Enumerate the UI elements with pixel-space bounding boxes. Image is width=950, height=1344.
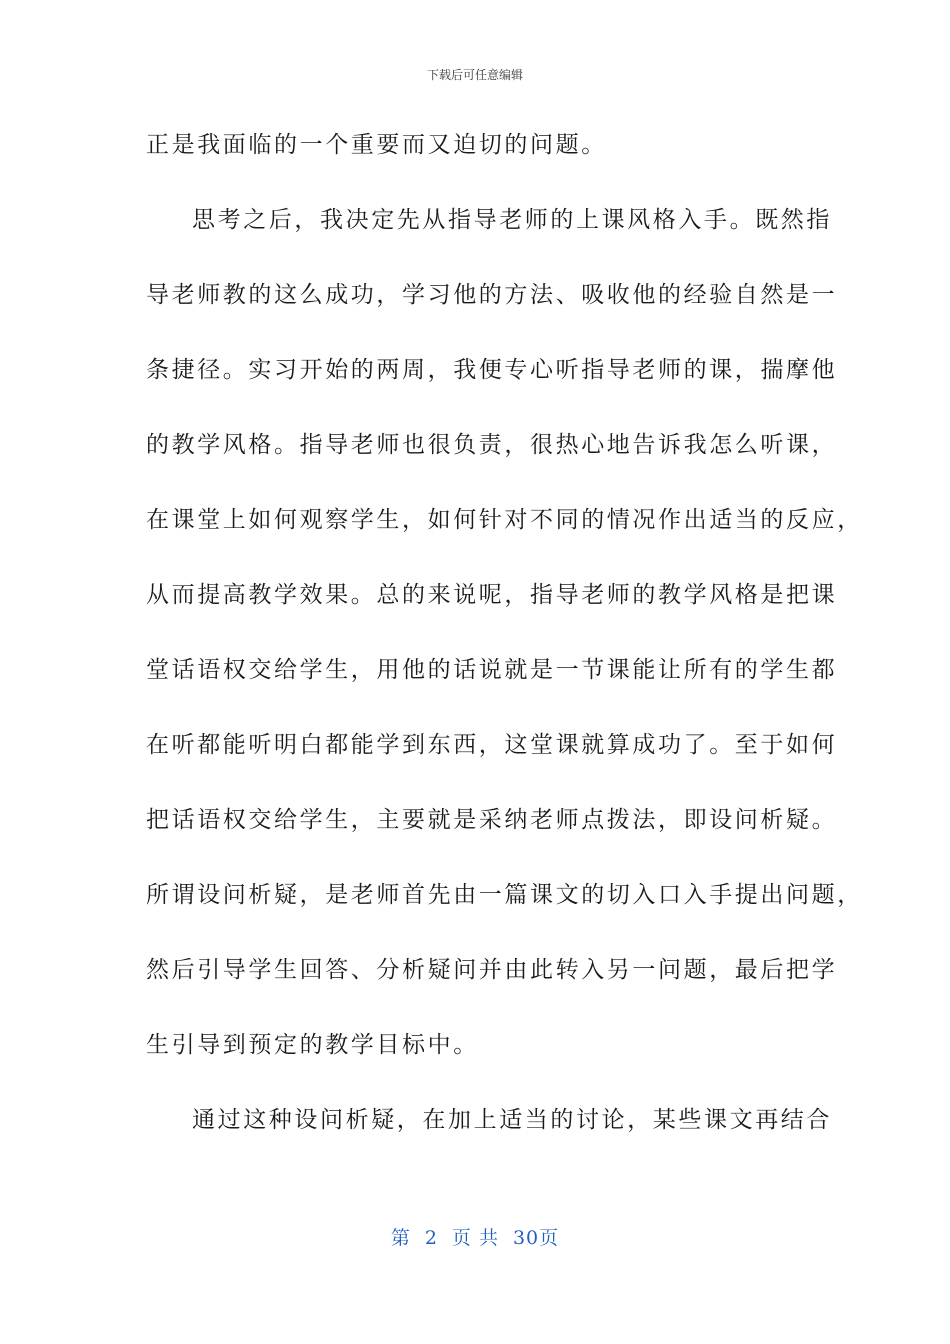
- text-line-8: 堂话语权交给学生，用他的话说就是一节课能让所有的学生都: [146, 657, 838, 683]
- text-line-4: 条捷径。实习开始的两周，我便专心听指导老师的课，揣摩他: [146, 357, 838, 383]
- footer-suffix: 页: [539, 1227, 560, 1249]
- footer-prefix: 第: [390, 1227, 411, 1249]
- text-line-6: 在课堂上如何观察学生，如何针对不同的情况作出适当的反应，: [146, 507, 863, 533]
- download-editable-note: 下载后可任意编辑: [426, 68, 523, 82]
- text-line-10: 把话语权交给学生，主要就是采纳老师点拨法，即设问析疑。: [146, 807, 838, 833]
- document-body: [146, 120, 863, 1170]
- text-line-2: 思考之后，我决定先从指导老师的上课风格入手。既然指: [192, 207, 832, 233]
- footer-middle: 页 共: [451, 1227, 499, 1249]
- text-line-9: 在听都能听明白都能学到东西，这堂课就算成功了。至于如何: [146, 732, 838, 758]
- current-page-number: 2: [424, 1227, 438, 1249]
- total-pages-number: 30: [512, 1227, 540, 1249]
- text-line-1: 正是我面临的一个重要而又迫切的问题。: [146, 132, 607, 158]
- text-line-7: 从而提高教学效果。总的来说呢，指导老师的教学风格是把课: [146, 582, 838, 608]
- text-line-3: 导老师教的这么成功，学习他的方法、吸收他的经验自然是一: [146, 282, 838, 308]
- text-line-5: 的教学风格。指导老师也很负责，很热心地告诉我怎么听课，: [146, 432, 838, 458]
- text-line-14: 通过这种设问析疑，在加上适当的讨论，某些课文再结合: [192, 1107, 832, 1133]
- text-line-13: 生引导到预定的教学目标中。: [146, 1032, 479, 1058]
- page-number-footer: [0, 1226, 950, 1250]
- text-line-12: 然后引导学生回答、分析疑问并由此转入另一问题，最后把学: [146, 957, 838, 983]
- text-line-11: 所谓设问析疑，是老师首先由一篇课文的切入口入手提出问题，: [146, 882, 863, 908]
